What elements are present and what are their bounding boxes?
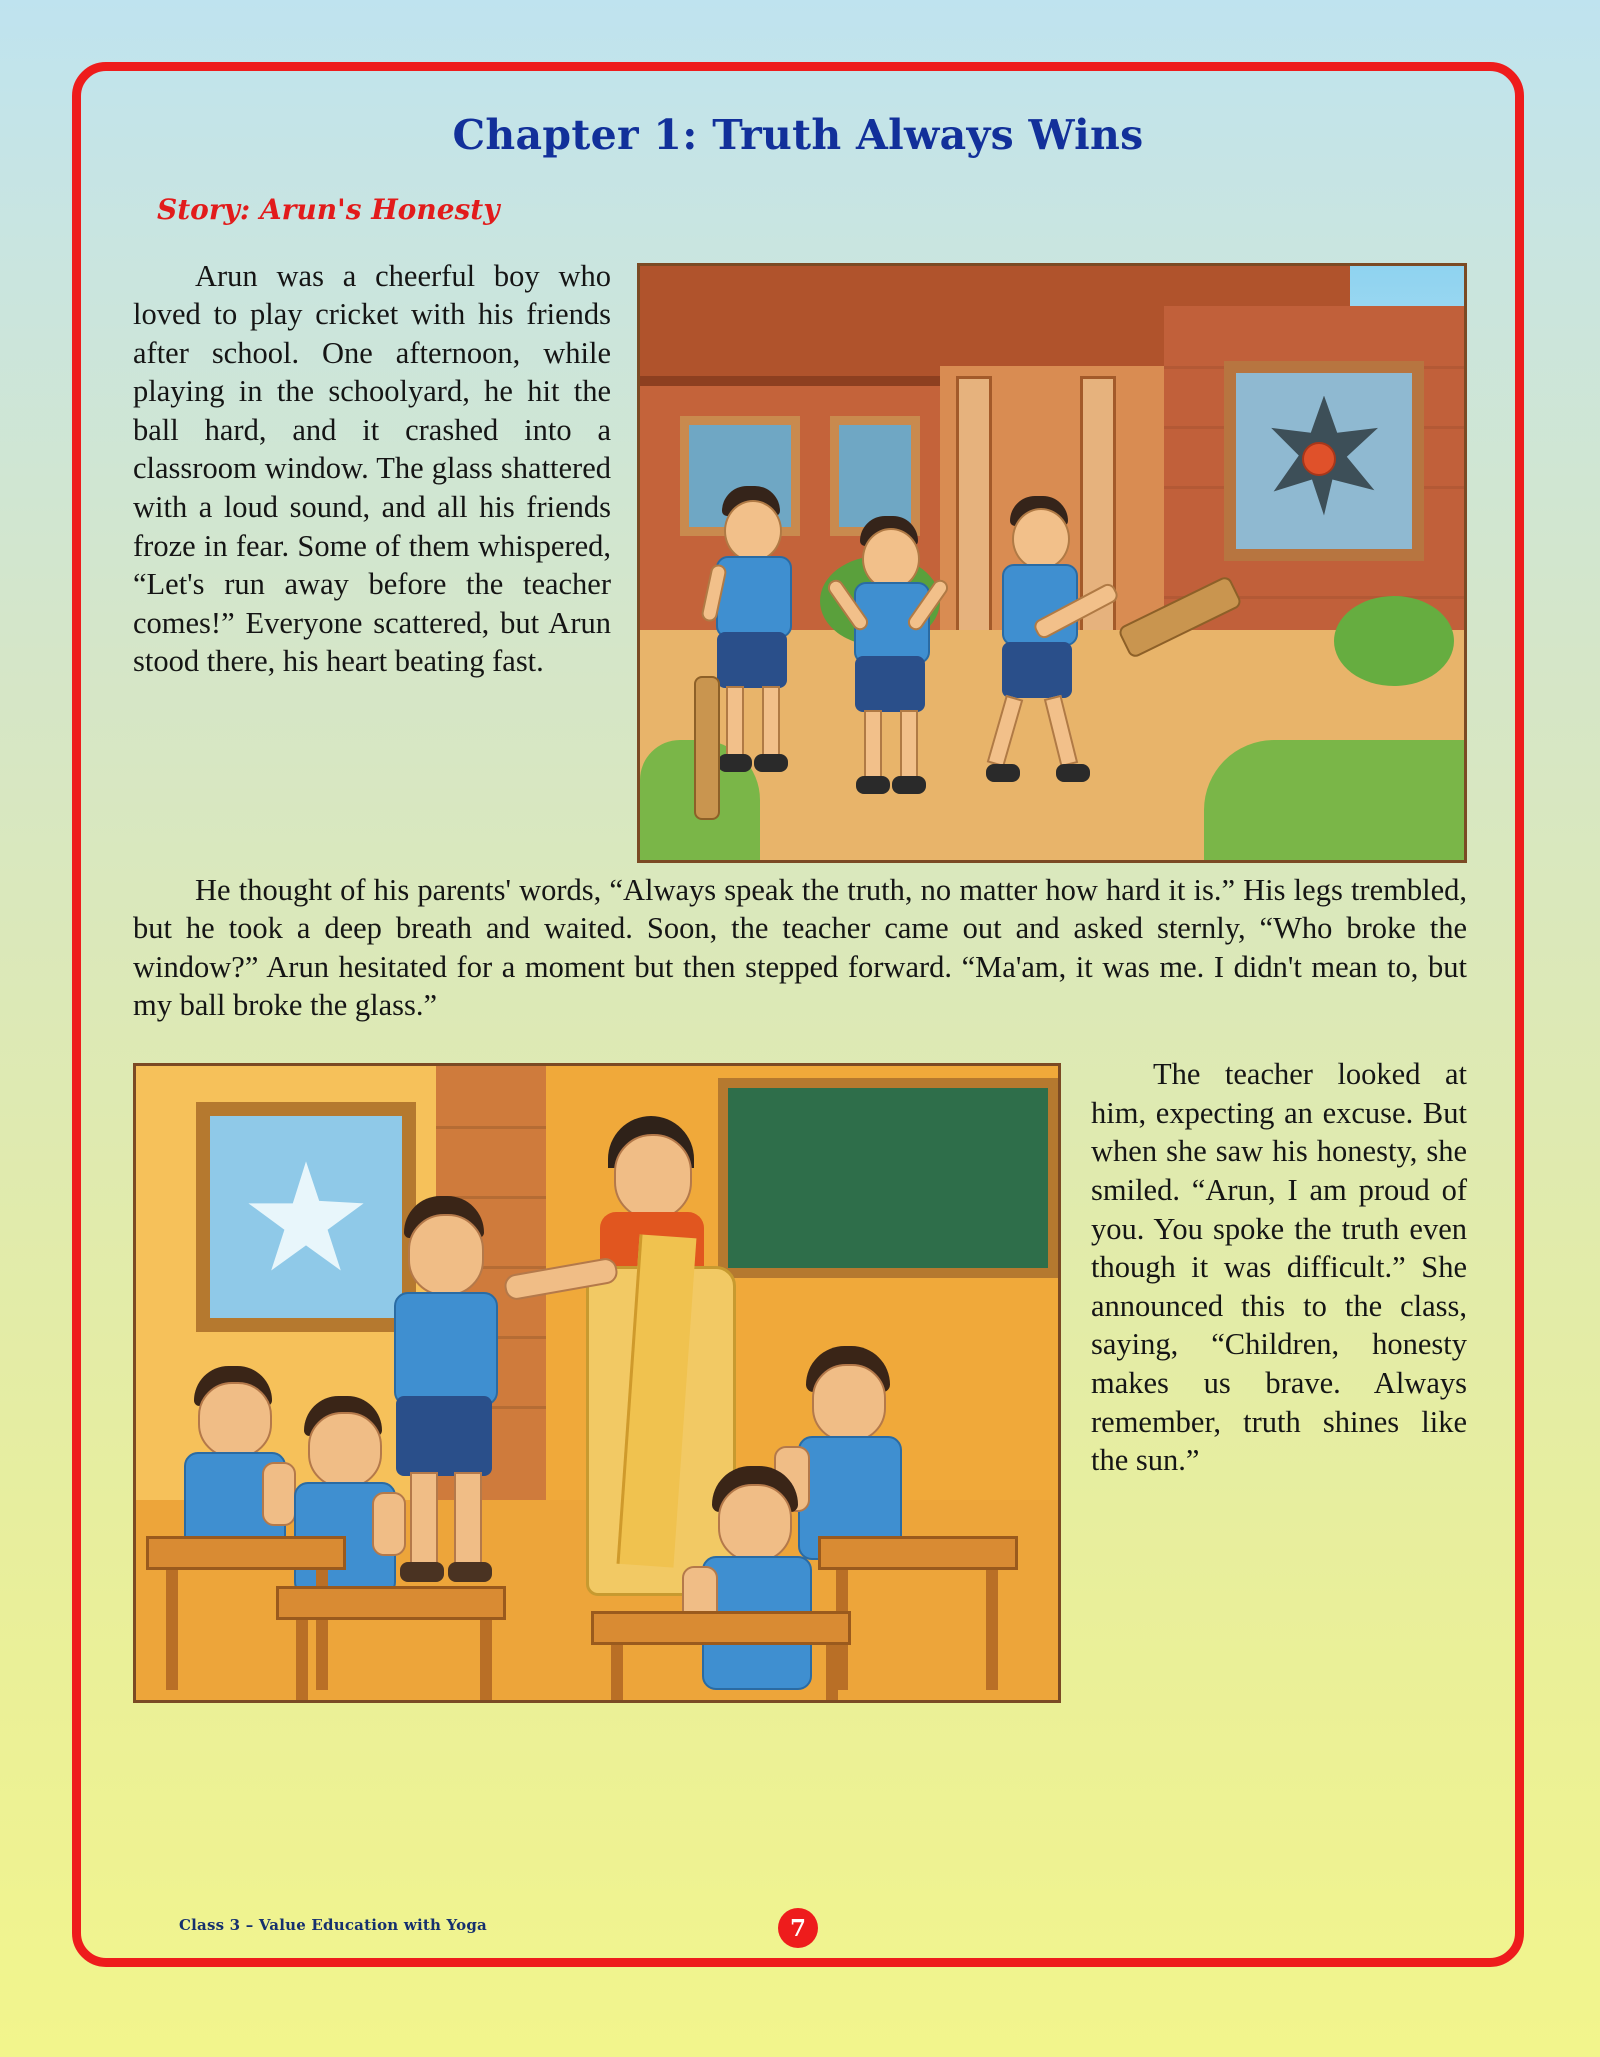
head — [308, 1412, 382, 1488]
paragraph-two: He thought of his parents' words, “Always speak the truth, no matter how hard it is.” His legs trembled, but he took a deep breath and waited. Soon, the teacher came out and asked sternly, “Who broke the window?” Arun hesitated for a moment but then stepped forward. “Ma'am, it was me. I didn't mean to, but my ball broke the glass.” — [133, 872, 1467, 1023]
shoe — [986, 764, 1020, 782]
shoe — [448, 1562, 492, 1582]
leg — [762, 686, 780, 756]
head — [718, 1484, 792, 1562]
shoe — [856, 776, 890, 794]
paragraph-one: Arun was a cheerful boy who loved to play cricket with his friends after school. One afternoon, while playing in the schoolyard, he hit the ball hard, and it crashed into a classroom window. The glass shattered with a loud sound, and all his friends froze in fear. Some of them whispered, “Let's run away before the teacher comes!” Everyone scattered, but Arun stood there, his heart beating fast. — [133, 258, 611, 679]
cricket-bat — [1117, 574, 1243, 659]
boy-batter-arun — [990, 496, 1230, 856]
section-one — [121, 257, 1475, 681]
shorts — [717, 632, 787, 688]
desk-leg — [611, 1645, 623, 1703]
leg — [864, 710, 882, 780]
head — [408, 1214, 484, 1296]
leg — [900, 710, 918, 780]
head — [812, 1364, 886, 1442]
shoe — [892, 776, 926, 794]
shoe — [718, 754, 752, 772]
paragraph-three: The teacher looked at him, expecting an excuse. But when she saw his honesty, she smiled. “Arun, I am proud of you. You spoke the truth even though it was difficult.” She announced this to the class, saying, “Children, honesty makes us brave. Always remember, truth shines like the sun.” — [1091, 1057, 1467, 1478]
page-frame — [72, 62, 1524, 1967]
shorts — [1002, 642, 1072, 698]
illustration-schoolyard — [637, 263, 1467, 863]
desk-leg — [296, 1620, 308, 1703]
story-heading: Story: Arun's Honesty — [157, 193, 500, 226]
leg — [454, 1472, 482, 1572]
blackboard — [718, 1078, 1058, 1278]
illustration-classroom — [133, 1063, 1061, 1703]
seated-student — [688, 1466, 848, 1703]
bush — [1334, 596, 1454, 686]
grass-patch — [1204, 740, 1464, 860]
cricket-bat — [694, 676, 720, 820]
head — [1012, 508, 1070, 570]
section-three — [121, 1055, 1475, 1479]
head — [614, 1134, 692, 1220]
desk-leg — [166, 1570, 178, 1690]
desk — [818, 1536, 1018, 1570]
head — [862, 528, 920, 590]
boy-middle — [840, 516, 980, 836]
clapping-hands — [372, 1492, 406, 1556]
brick-line — [436, 1126, 546, 1129]
desk-leg — [986, 1570, 998, 1690]
shoe — [754, 754, 788, 772]
boy-left — [700, 486, 840, 826]
shorts — [855, 656, 925, 712]
desk-leg — [826, 1645, 838, 1703]
shirt — [394, 1292, 498, 1406]
page-number-badge: 7 — [778, 1908, 818, 1948]
leg — [726, 686, 744, 756]
desk — [276, 1586, 506, 1620]
section-two — [121, 871, 1475, 1025]
head — [198, 1382, 272, 1458]
desk — [591, 1611, 851, 1645]
shoe — [1056, 764, 1090, 782]
desk-leg — [480, 1620, 492, 1703]
shirt — [716, 556, 792, 638]
cricket-ball — [1302, 442, 1336, 476]
head — [724, 500, 782, 562]
page-title: Chapter 1: Truth Always Wins — [452, 111, 1144, 159]
desk — [146, 1536, 346, 1570]
leg — [987, 694, 1024, 766]
footer-book-title: Class 3 – Value Education with Yoga — [179, 1916, 487, 1934]
leg — [1044, 694, 1078, 766]
